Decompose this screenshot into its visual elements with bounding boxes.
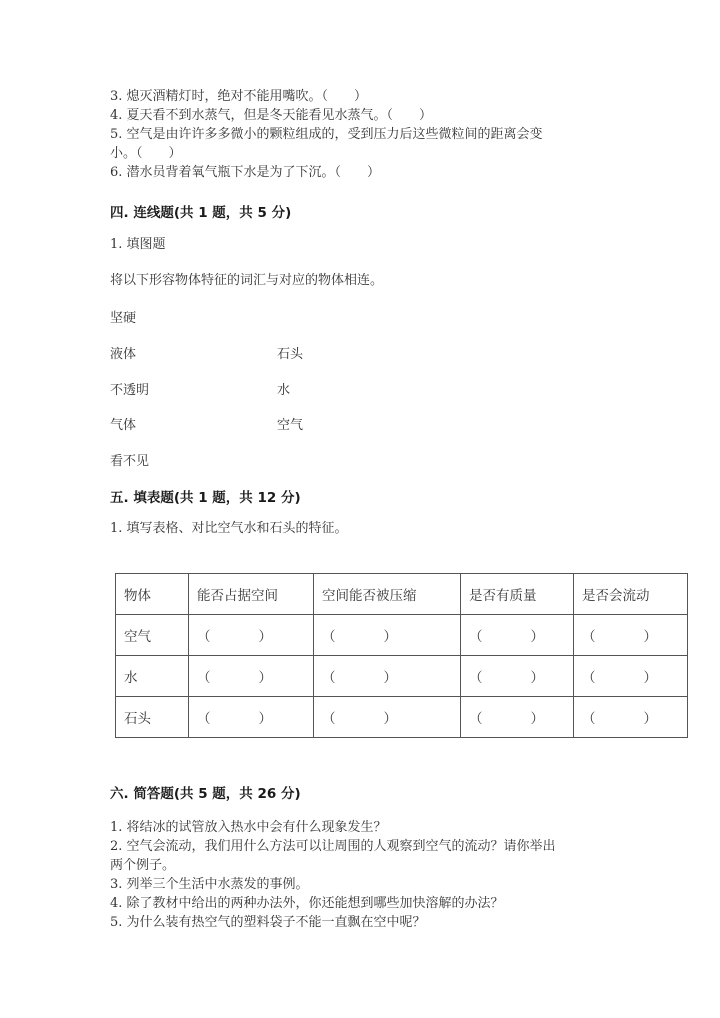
match-left-word: 看不见 bbox=[110, 454, 150, 469]
match-left-word: 坚硬 bbox=[110, 311, 137, 326]
short-answer-item-3: 3. 列举三个生活中水蒸发的事例。 bbox=[110, 877, 309, 892]
answer-blank[interactable]: （ ） bbox=[461, 615, 574, 656]
short-answer-item-5: 5. 为什么装有热空气的塑料袋子不能一直飘在空中呢？ bbox=[110, 915, 426, 930]
answer-blank[interactable]: （ ） bbox=[461, 656, 574, 697]
judgment-item-4: 4. 夏天看不到水蒸气，但是冬天能看见水蒸气。（ ） bbox=[110, 108, 433, 123]
match-right-object: 空气 bbox=[277, 418, 304, 433]
answer-blank[interactable]: （ ） bbox=[574, 615, 688, 656]
match-right-object: 石头 bbox=[277, 347, 304, 362]
short-answer-item-2: 2. 空气会流动，我们用什么方法可以让周围的人观察到空气的流动？请你举出 bbox=[110, 839, 556, 854]
row-label: 水 bbox=[116, 656, 189, 697]
section-heading-matching: 四. 连线题(共 1 题，共 5 分) bbox=[110, 205, 292, 221]
answer-blank[interactable]: （ ） bbox=[574, 656, 688, 697]
table-question: 1. 填写表格、对比空气水和石头的特征。 bbox=[110, 521, 348, 536]
table-header-row bbox=[116, 574, 688, 615]
answer-blank[interactable]: （ ） bbox=[189, 697, 314, 738]
table-header: 能否占据空间 bbox=[189, 574, 314, 615]
table-row bbox=[116, 615, 688, 656]
answer-blank[interactable]: （ ） bbox=[461, 697, 574, 738]
table-header: 是否会流动 bbox=[574, 574, 688, 615]
table-header: 物体 bbox=[116, 574, 189, 615]
comparison-table bbox=[115, 573, 688, 738]
section-heading-short-answer: 六. 简答题(共 5 题，共 26 分) bbox=[110, 786, 301, 802]
table-header: 是否有质量 bbox=[461, 574, 574, 615]
short-answer-item-2-cont: 两个例子。 bbox=[110, 858, 176, 873]
short-answer-item-1: 1. 将结冰的试管放入热水中会有什么现象发生？ bbox=[110, 820, 387, 835]
table-row bbox=[116, 656, 688, 697]
answer-blank[interactable]: （ ） bbox=[314, 697, 461, 738]
match-right-object: 水 bbox=[277, 383, 291, 398]
match-left-word: 不透明 bbox=[110, 383, 150, 398]
answer-blank[interactable]: （ ） bbox=[314, 615, 461, 656]
match-left-word: 液体 bbox=[110, 347, 137, 362]
judgment-item-5: 5. 空气是由许许多多微小的颗粒组成的，受到压力后这些微粒间的距离会变 bbox=[110, 127, 543, 142]
table-header: 空间能否被压缩 bbox=[314, 574, 461, 615]
answer-blank[interactable]: （ ） bbox=[314, 656, 461, 697]
row-label: 空气 bbox=[116, 615, 189, 656]
answer-blank[interactable]: （ ） bbox=[189, 615, 314, 656]
table-row bbox=[116, 697, 688, 738]
question-title: 1. 填图题 bbox=[110, 237, 166, 252]
judgment-item-5-cont: 小。（ ） bbox=[110, 146, 182, 161]
question-instruction: 将以下形容物体特征的词汇与对应的物体相连。 bbox=[110, 273, 384, 288]
judgment-item-6: 6. 潜水员背着氧气瓶下水是为了下沉。（ ） bbox=[110, 165, 381, 180]
answer-blank[interactable]: （ ） bbox=[574, 697, 688, 738]
row-label: 石头 bbox=[116, 697, 189, 738]
answer-blank[interactable]: （ ） bbox=[189, 656, 314, 697]
section-heading-fill-table: 五. 填表题(共 1 题，共 12 分) bbox=[110, 490, 301, 506]
match-left-word: 气体 bbox=[110, 418, 137, 433]
judgment-item-3: 3. 熄灭酒精灯时，绝对不能用嘴吹。（ ） bbox=[110, 89, 368, 104]
short-answer-item-4: 4. 除了教材中给出的两种办法外，你还能想到哪些加快溶解的办法？ bbox=[110, 896, 504, 911]
